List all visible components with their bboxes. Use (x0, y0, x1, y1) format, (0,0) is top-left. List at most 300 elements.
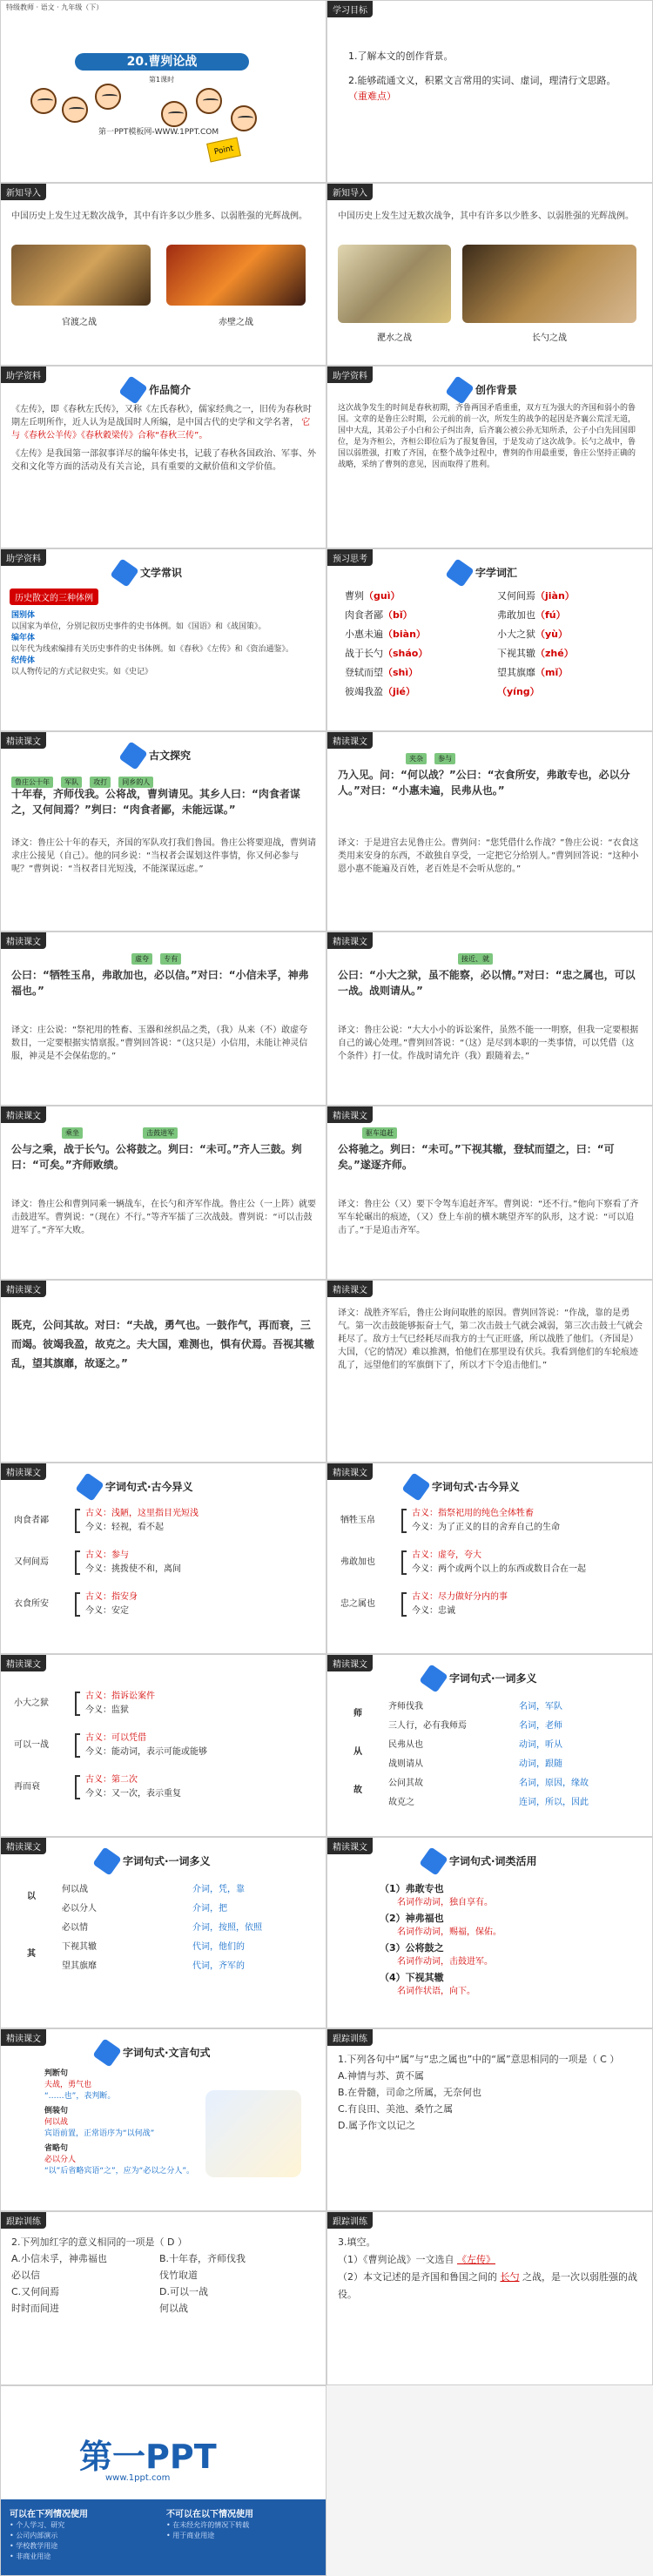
usage-bullet: • 个人学习、研究 (10, 2521, 65, 2529)
ancient-meaning: 古义：虚夸，夸大 (412, 1550, 481, 1560)
annotation-pill: 乘坐 (62, 1127, 83, 1139)
translation-text: 译文：鲁庄公十年的春天，齐国的军队攻打我们鲁国。鲁庄公将要迎战，曹刿请求庄公接见（自己）。他的同乡说：“当权者会谋划这件事情，你又何必参与呢？”曹刿说：“当权者目光短浅，不能深谋远虑。” (11, 838, 316, 874)
word-class-item: （1）弗敢专也 (380, 1883, 444, 1894)
polysemy-meaning: 代词，齐军的 (192, 1961, 245, 1971)
pattern-name: 判断句 (44, 2069, 69, 2078)
row-5 (0, 731, 653, 932)
row-6 (0, 932, 653, 1106)
slide-intro-2[interactable] (326, 183, 653, 366)
vocab-pinyin: （sháo） (383, 648, 428, 659)
goal-1: 1.了解本文的创作背景。 (348, 50, 454, 62)
empty-slot (326, 2385, 653, 2576)
intro-text: 中国历史上发生过无数次战争，其中有许多以少胜多、以弱胜强的光辉战例。 (338, 212, 634, 221)
option-cell[interactable]: D.可以一战 (159, 2286, 208, 2297)
fill-answer: 长勺 (500, 2271, 520, 2283)
usage-bullet: • 用于商业用途 (166, 2532, 215, 2539)
slide-tag: 精读课文 (327, 732, 373, 749)
point-sign: Point (206, 137, 241, 162)
row-4 (0, 548, 653, 731)
vocab-item (497, 627, 568, 641)
vocab-word: 小大之狱 (497, 629, 535, 640)
usage-allowed-list (10, 2520, 64, 2562)
polysemy-key: 故 (353, 1786, 362, 1795)
polysemy-key: 其 (27, 1949, 36, 1959)
slide-tag: 精读课文 (1, 932, 46, 949)
style-3-desc: 以人物传记的方式记叙史实。如《史记》 (11, 668, 153, 676)
bracket-icon (401, 1592, 407, 1617)
pencil-icon (445, 558, 474, 587)
slide-work-intro[interactable] (0, 366, 326, 548)
slide-tag: 特级教师 · 语文 · 九年级（下） (6, 3, 104, 11)
style-1-desc: 以国家为单位，分别记叙历史事件的史书体例。如《国语》和《战国策》。 (11, 622, 266, 631)
slide-title[interactable] (0, 0, 326, 183)
fill-text: （1）《曹刿论战》一文选自 (338, 2254, 454, 2265)
fill-text: （2）本文记述的是齐国和鲁国之间的 (338, 2271, 497, 2283)
section-heading: 文学常识 (140, 567, 183, 579)
slide-tag: 精读课文 (327, 1281, 373, 1297)
row-14 (0, 2385, 653, 2576)
slide-text-5[interactable] (0, 1106, 326, 1280)
slide-tag: 助学资料 (1, 549, 46, 566)
vocab-word: 望其旗靡 (497, 667, 535, 678)
option-cell[interactable]: A.小信未孚，神弗福也 (11, 2253, 107, 2264)
slide-tag: 跟踪训练 (327, 2029, 373, 2046)
polysemy-meaning: 介词，按照，依照 (192, 1923, 262, 1933)
option-a[interactable]: A.神情与苏、黄不属 (338, 2070, 424, 2082)
ancient-meaning: 古义：尽力做好分内的事 (412, 1592, 508, 1602)
polysemy-sentence: 何以战 (62, 1885, 88, 1894)
modern-meaning: 今义：能动词，表示可能或能够 (85, 1747, 207, 1757)
vocab-pinyin: （jié） (383, 686, 416, 697)
usage-disallowed-heading: 不可以在以下情况使用 (166, 2510, 253, 2519)
vocab-pinyin: （bǐ） (383, 609, 413, 621)
slide-tag: 精读课文 (1, 1838, 46, 1854)
slide-tag: 精读课文 (1, 1655, 46, 1671)
word-class-explain: 名词作动词，击鼓进军。 (397, 1957, 493, 1967)
classical-text: 乃入见。问：“何以战？”公曰：“衣食所安，弗敢专也，必以分人。”对曰：“小惠未遍，民弗从也。” (338, 769, 630, 797)
vocab-pinyin: （mǐ） (535, 667, 569, 678)
bracket-icon (75, 1592, 80, 1617)
option-b[interactable]: B.在骨髓，司命之所属，无奈何也 (338, 2087, 482, 2098)
vocab-item (345, 665, 418, 679)
option-cell[interactable]: B.十年春，齐师伐我 (159, 2253, 246, 2264)
lesson-subtitle: 第1课时 (149, 76, 175, 84)
polysemy-sentence: 故克之 (388, 1798, 414, 1807)
vocab-item (345, 589, 400, 602)
word-class-explain: 名词作状语，向下。 (397, 1987, 475, 1996)
bracket-icon (75, 1509, 80, 1533)
box-title: 历史散文的三种体例 (10, 589, 98, 605)
classical-text: 十年春，齐师伐我。公将战，曹刿请见。其乡人曰：“肉食者谋之，又何间焉？”刿曰：“肉食者鄙，未能远谋。” (11, 788, 300, 816)
vocab-item (345, 646, 427, 660)
bracket-icon (75, 1550, 80, 1575)
pencil-icon (75, 1472, 104, 1501)
pencil-icon (110, 558, 138, 587)
row-7 (0, 1106, 653, 1280)
annotation-row (458, 948, 496, 965)
kid-icon (161, 101, 187, 127)
polysemy-meaning: 动词，听从 (519, 1740, 562, 1750)
translation-text: 译文：于是进宫去见鲁庄公。曹刿问：“您凭借什么作战？”鲁庄公说：“衣食这类用来安身的东西，不敢独自享受，一定把它分给别人。”曹刿回答说：“这种小恩小惠不能遍及百姓，老百姓是不会听从您的。” (338, 838, 639, 874)
usage-bullet: • 在未经允许的情况下转载 (166, 2521, 250, 2529)
option-cell[interactable]: 必以信 (11, 2270, 40, 2281)
row-12 (0, 2028, 653, 2211)
slide-tag: 精读课文 (327, 1106, 373, 1123)
classical-text: 公曰：“小大之狱，虽不能察，必以情。”对曰：“忠之属也，可以一战。战则请从。” (338, 969, 636, 997)
option-cell[interactable]: 时时而间进 (11, 2303, 59, 2314)
slide-text-7[interactable] (0, 1280, 326, 1463)
practice-question (338, 2051, 643, 2134)
vocab-item (497, 608, 566, 622)
text-emphasis: 它与《春秋公羊传》《春秋穀梁传》合称“春秋三传”。 (11, 418, 311, 441)
vocab-word: 曹刿 (345, 590, 364, 602)
ancient-modern-word: 再而衰 (14, 1782, 40, 1792)
vocab-pinyin: （shì） (383, 667, 419, 678)
section-heading: 字词句式·古今异义 (105, 1481, 193, 1493)
polysemy-sentence: 三人行，必有我师焉 (388, 1721, 467, 1731)
row-13 (0, 2211, 653, 2385)
bracket-icon (401, 1509, 407, 1533)
goal-2-emphasis: （重难点） (348, 91, 396, 102)
section-heading: 字学词汇 (475, 567, 518, 579)
style-1-name: 国别体 (11, 611, 36, 620)
ancient-modern-word: 可以一战 (14, 1740, 49, 1750)
slide-practice-2[interactable] (0, 2211, 326, 2385)
pattern-example: 必以分人 (44, 2156, 77, 2164)
practice-question (11, 2234, 316, 2317)
option-d[interactable]: D.属予作文以记之 (338, 2120, 415, 2131)
vocab-word: 战于长勺 (345, 648, 383, 659)
usage-bullet: • 非商业用途 (10, 2552, 51, 2560)
lesson-title: 20.曹刿论战 (75, 53, 249, 71)
polysemy-sentence: 必以分人 (62, 1904, 97, 1914)
text-part: 《左传》是我国第一部叙事详尽的编年体史书，记载了春秋各国政治、军事、外交和文化等方面的活动及有关言论，具有重要的文献价值和文学价值。 (11, 449, 316, 472)
section-heading: 字词句式·一词多义 (123, 1855, 211, 1867)
battle-image (166, 245, 306, 306)
ancient-modern-word: 小大之狱 (14, 1698, 49, 1708)
image-caption: 官渡之战 (62, 318, 97, 327)
slide-translation-7[interactable] (326, 1280, 653, 1463)
vocab-item (345, 684, 415, 698)
annotation-pill: 夹杂 (406, 753, 427, 764)
slide-tag: 跟踪训练 (327, 2212, 373, 2229)
question-text: 2.下列加红字的意义相同的一项是（ D ） (11, 2236, 187, 2248)
vocab-word: 小惠未遍 (345, 629, 383, 640)
translation-text: 译文：战胜齐军后，鲁庄公询问取胜的原因。曹刿回答说：“作战，靠的是勇气。第一次击鼓能够振奋士气，第二次击鼓士气就会减弱，第三次击鼓士气就会耗尽了。敌方士气已经耗尽而我方的士气正旺盛，所以战胜了他们。（齐国是）大国，（它的情况）难以推测，怕他们在那里设有伏兵。我看到他们的车轮痕迹乱了，远望他们的军旗倒下了，所以才下令追击他们。” (338, 1308, 643, 1370)
brand-logo: 第一PPT (79, 2438, 217, 2476)
usage-bullet: • 公司内部演示 (10, 2532, 58, 2539)
question-text: 1.下列各句中“属”与“忠之属也”中的“属”意思相同的一项是（ C ） (338, 2054, 620, 2065)
work-intro-text (11, 403, 316, 474)
pencil-icon (401, 1472, 430, 1501)
pattern-name: 省略句 (44, 2144, 69, 2153)
row-1 (0, 0, 653, 183)
section-heading: 创作背景 (475, 384, 518, 396)
vocab-word: 弗敢加也 (497, 609, 535, 621)
annotation-pill: 接近、就 (458, 953, 493, 965)
section-heading: 字词句式·文言句式 (123, 2047, 211, 2059)
battle-image (462, 245, 636, 323)
pencil-icon (92, 2038, 121, 2067)
sentence-pattern-list (44, 2068, 201, 2177)
polysemy-key: 以 (27, 1892, 36, 1901)
intro-text: 中国历史上发生过无数次战争，其中有许多以少胜多、以弱胜强的光辉战例。 (11, 212, 307, 221)
fill-1 (338, 2251, 643, 2269)
usage-bullet: • 学校教学用途 (10, 2542, 58, 2550)
vocab-item (497, 646, 574, 660)
row-3 (0, 366, 653, 548)
book-illustration (205, 2090, 301, 2177)
ancient-meaning: 古义：参与 (85, 1550, 129, 1560)
polysemy-sentence: 战则请从 (388, 1759, 423, 1769)
slide-goals[interactable] (326, 0, 653, 183)
annotation-row (131, 948, 185, 965)
modern-meaning: 今义：安定 (85, 1606, 129, 1616)
slide-tag: 精读课文 (327, 1463, 373, 1480)
annotation-row (362, 1122, 401, 1139)
usage-disallowed-list (166, 2520, 249, 2541)
annotation-pill: 同乡的人 (118, 777, 153, 788)
polysemy-meaning: 介词，把 (192, 1904, 227, 1914)
slide-tag: 精读课文 (327, 1655, 373, 1671)
goal-list (348, 49, 636, 104)
vocab-pinyin: （yíng） (497, 686, 540, 697)
classical-text: 既克，公问其故。对曰：“夫战，勇气也。一鼓作气，再而衰，三而竭。彼竭我盈，故克之。夫大国，难测也，惧有伏焉。吾视其辙乱，望其旗靡，故逐之。” (11, 1319, 315, 1369)
annotation-pill: 驱车追赶 (362, 1127, 397, 1139)
bracket-icon (401, 1550, 407, 1575)
pencil-icon (92, 1846, 121, 1875)
vocab-pinyin: （fú） (535, 609, 566, 621)
vocab-item (345, 627, 426, 641)
option-cell[interactable]: 伐竹取道 (159, 2270, 198, 2281)
ancient-meaning: 古义：指安身 (85, 1592, 138, 1602)
pencil-icon (419, 1664, 448, 1692)
slide-tag: 助学资料 (327, 367, 373, 383)
vocab-word: 肉食者鄙 (345, 609, 383, 621)
section-heading: 字词句式·一词多义 (449, 1672, 537, 1685)
slide-sentence-patterns[interactable] (0, 2028, 326, 2211)
style-list (11, 610, 316, 678)
annotation-pill: 军队 (61, 777, 82, 788)
option-row (11, 2267, 316, 2283)
battle-image (338, 245, 451, 323)
annotation-pill: 虚夸 (131, 953, 152, 965)
annotation-pill: 攻打 (90, 777, 111, 788)
fill-answer: 《左传》 (457, 2254, 495, 2265)
section-heading: 字词句式·词类活用 (449, 1855, 537, 1867)
classical-text: 公与之乘，战于长勺。公将鼓之。刿曰：“未可。”齐人三鼓。刿曰：“可矣。”齐师败绩。 (11, 1143, 302, 1171)
row-10 (0, 1654, 653, 1837)
style-3-name: 纪传体 (11, 656, 36, 665)
vocab-item (345, 608, 413, 622)
modern-meaning: 今义：又一次，表示重复 (85, 1789, 181, 1799)
vocab-word: 又何间焉 (497, 590, 535, 602)
polysemy-meaning: 名词，原因，缘故 (519, 1779, 589, 1788)
image-caption: 长勺之战 (532, 333, 567, 343)
vocab-word: 下视其辙 (497, 648, 535, 659)
ancient-modern-word: 衣食所安 (14, 1599, 49, 1609)
vocab-item (497, 684, 540, 698)
ancient-meaning: 古义：第二次 (85, 1775, 138, 1785)
translation-text: 译文：鲁庄公说：“大大小小的诉讼案件，虽然不能一一明察，但我一定要根据自己的诚心处理。”曹刿回答说：“（这）是尽到本职的一类事情，可以凭借（这个条件）打一仗。作战时请允许（我）跟随着去。” (338, 1026, 639, 1061)
polysemy-sentence: 民弗从也 (388, 1740, 423, 1750)
vocab-item (497, 589, 575, 602)
image-caption: 淝水之战 (377, 333, 412, 343)
slide-text-1[interactable] (0, 731, 326, 932)
modern-meaning: 今义：挑拨使不和，离间 (85, 1564, 181, 1574)
fill-2 (338, 2269, 643, 2304)
slide-tag: 精读课文 (1, 1106, 46, 1123)
slide-word-class[interactable] (326, 1837, 653, 2028)
pencil-icon (445, 375, 474, 404)
kid-icon (30, 88, 57, 114)
modern-meaning: 今义：为了正义的目的舍弃自己的生命 (412, 1523, 560, 1532)
modern-meaning: 今义：监狱 (85, 1705, 129, 1715)
translation-text: 译文：鲁庄公和曹刿同乘一辆战车，在长勺和齐军作战。鲁庄公（一上阵）就要击鼓进军。曹刿说：“（现在）不行。”等齐军擂了三次战鼓。曹刿说：“可以击鼓进军了。”齐军大败。 (11, 1200, 316, 1235)
slide-tag: 助学资料 (1, 367, 46, 383)
option-row (11, 2300, 316, 2317)
pencil-icon (419, 1846, 448, 1875)
option-cell[interactable]: 何以战 (159, 2303, 188, 2314)
pattern-example: 何以战 (44, 2118, 69, 2127)
annotation-pill: 鲁庄公十年 (11, 777, 53, 788)
slide-polysemy-1[interactable] (326, 1654, 653, 1837)
kid-icon (62, 97, 88, 123)
vocab-pinyin: （jiàn） (535, 590, 575, 602)
polysemy-sentence: 齐师伐我 (388, 1702, 423, 1712)
ancient-meaning: 古义：指祭祀用的纯色全体牲畜 (412, 1509, 534, 1518)
word-class-item: （4）下视其辙 (380, 1972, 444, 1983)
pattern-name: 倒装句 (44, 2107, 69, 2115)
option-row (11, 2250, 316, 2267)
brand-footer (1, 2499, 326, 2576)
polysemy-key: 师 (353, 1709, 362, 1718)
slide-text-4[interactable] (326, 932, 653, 1106)
row-8 (0, 1280, 653, 1463)
slide-ancient-modern-2[interactable] (326, 1463, 653, 1654)
word-class-item: （2）神弗福也 (380, 1913, 444, 1924)
row-9 (0, 1463, 653, 1654)
modern-meaning: 今义：两个或两个以上的东西或数目合在一起 (412, 1564, 586, 1574)
bracket-icon (75, 1692, 80, 1716)
word-class-explain: 名词作动词，独自享有。 (397, 1898, 493, 1907)
vocab-pinyin: （guì） (364, 590, 401, 602)
translation-text: 译文：鲁庄公（又）要下令驾车追赶齐军。曹刿说：“还不行。”他向下察看了齐军车轮碾出的痕迹，（又）登上车前的横木眺望齐军的队形，这才说：“可以追击了。”于是追击齐军。 (338, 1200, 639, 1235)
credit-text: 第一PPT模板网-WWW.1PPT.COM (98, 128, 219, 137)
slide-text-2[interactable] (326, 731, 653, 932)
usage-allowed-heading: 可以在下列情况使用 (10, 2510, 88, 2519)
fill-text: 之战，是一次以弱胜强的战役。 (338, 2271, 637, 2300)
slide-text-3[interactable] (0, 932, 326, 1106)
ancient-modern-word: 又何间焉 (14, 1557, 49, 1567)
polysemy-sentence: 必以情 (62, 1923, 88, 1933)
slide-tag: 精读课文 (327, 1838, 373, 1854)
bracket-icon (75, 1733, 80, 1758)
slide-practice-3[interactable] (326, 2211, 653, 2385)
option-c[interactable]: C.有良田、美池、桑竹之属 (338, 2103, 454, 2115)
ancient-meaning: 古义：可以凭借 (85, 1733, 146, 1743)
slide-ancient-modern-3[interactable] (0, 1654, 326, 1837)
slide-intro-1[interactable] (0, 183, 326, 366)
slide-tag: 精读课文 (1, 2029, 46, 2046)
slide-brand[interactable] (0, 2385, 326, 2576)
ancient-modern-word: 肉食者鄙 (14, 1516, 49, 1525)
annotation-row (406, 748, 459, 764)
ancient-meaning: 古义：指诉讼案件 (85, 1692, 155, 1701)
style-2-name: 编年体 (11, 634, 36, 642)
pencil-icon (118, 741, 147, 770)
annotation-pill: 击鼓进军 (143, 1127, 178, 1139)
practice-question (338, 2234, 643, 2304)
polysemy-meaning: 介词，凭，靠 (192, 1885, 245, 1894)
kid-icon (95, 84, 121, 110)
section-heading: 古文探究 (149, 750, 192, 762)
polysemy-sentence: 望其旗靡 (62, 1961, 97, 1971)
vocab-word: 登轼而望 (345, 667, 383, 678)
slide-tag: 精读课文 (1, 1463, 46, 1480)
vocab-word: 彼竭我盈 (345, 686, 383, 697)
slide-tag: 精读课文 (1, 1281, 46, 1297)
kid-icon (231, 105, 257, 131)
pattern-explain: 宾语前置，正常语序为“以何战” (44, 2129, 155, 2138)
slide-tag: 预习思考 (327, 549, 373, 566)
vocab-pinyin: （zhé） (535, 648, 574, 659)
question-text: 3.填空。 (338, 2236, 376, 2248)
slide-tag: 学习目标 (327, 1, 373, 17)
slide-tag: 精读课文 (327, 932, 373, 949)
section-heading: 作品简介 (149, 384, 192, 396)
annotation-row (62, 1122, 181, 1139)
pattern-explain: “以”后省略宾语“之”，应为“必以之分人”。 (44, 2167, 194, 2176)
row-2 (0, 183, 653, 366)
slide-ancient-modern-1[interactable] (0, 1463, 326, 1654)
ancient-modern-word: 忠之属也 (340, 1599, 375, 1609)
slide-literary-knowledge[interactable] (0, 548, 326, 731)
slide-practice-1[interactable] (326, 2028, 653, 2211)
battle-image (11, 245, 151, 306)
option-cell[interactable]: C.又何间焉 (11, 2286, 60, 2297)
vocab-pinyin: （biàn） (383, 629, 426, 640)
vocab-item (497, 665, 568, 679)
section-heading: 字词句式·古今异义 (432, 1481, 520, 1493)
goal-2-text: 2.能够疏通文义，积累文言常用的实词、虚词，理清行文思路。 (348, 75, 616, 86)
polysemy-meaning: 名词，老师 (519, 1721, 562, 1731)
ancient-modern-word: 弗敢加也 (340, 1557, 375, 1567)
vocab-pinyin: （yù） (535, 629, 569, 640)
polysemy-meaning: 连词，所以，因此 (519, 1798, 589, 1807)
background-text: 这次战争发生的时间是春秋初期，齐鲁两国矛盾重重，双方互为强大的齐国和弱小的鲁国。文章的是鲁庄公时期，公元前的前一次，所发生的战争的起因是齐襄公荒淫无道，国中大乱，其弟公子小白和公子纠出奔，后齐襄公被公孙无知所杀，公子小白先回国即位，是为齐桓公，齐桓公即位后为了报复鲁国，于是发动了这次战争。长勺之战中，鲁国以弱胜强，打败了齐国，在整个战争过程中，曹刿的作用最重要，鲁庄公坚持正确的战略，采纳了曹刿的意见，因而取得了胜利。 (338, 404, 636, 469)
word-class-item: （3）公将鼓之 (380, 1942, 444, 1954)
slide-tag: 新知导入 (1, 184, 46, 200)
goal-2 (348, 73, 636, 104)
polysemy-meaning: 名词，军队 (519, 1702, 562, 1712)
slide-tag: 精读课文 (1, 732, 46, 749)
pattern-explain: “……也”，表判断。 (44, 2092, 116, 2101)
annotation-pill: 参与 (434, 753, 455, 764)
image-caption: 赤壁之战 (219, 318, 253, 327)
pattern-example: 夫战，勇气也 (44, 2081, 92, 2089)
slide-polysemy-2[interactable] (0, 1837, 326, 2028)
slide-text-6[interactable] (326, 1106, 653, 1280)
polysemy-meaning: 动词，跟随 (519, 1759, 562, 1769)
question-options (11, 2250, 316, 2317)
slide-vocab[interactable] (326, 548, 653, 731)
slide-background[interactable] (326, 366, 653, 548)
style-2-desc: 以年代为线索编排有关历史事件的史书体例。如《春秋》《左传》和《资治通鉴》。 (11, 645, 294, 654)
ancient-modern-word: 牺牲玉帛 (340, 1516, 375, 1525)
polysemy-key: 从 (353, 1747, 362, 1757)
polysemy-sentence: 公问其故 (388, 1779, 423, 1788)
